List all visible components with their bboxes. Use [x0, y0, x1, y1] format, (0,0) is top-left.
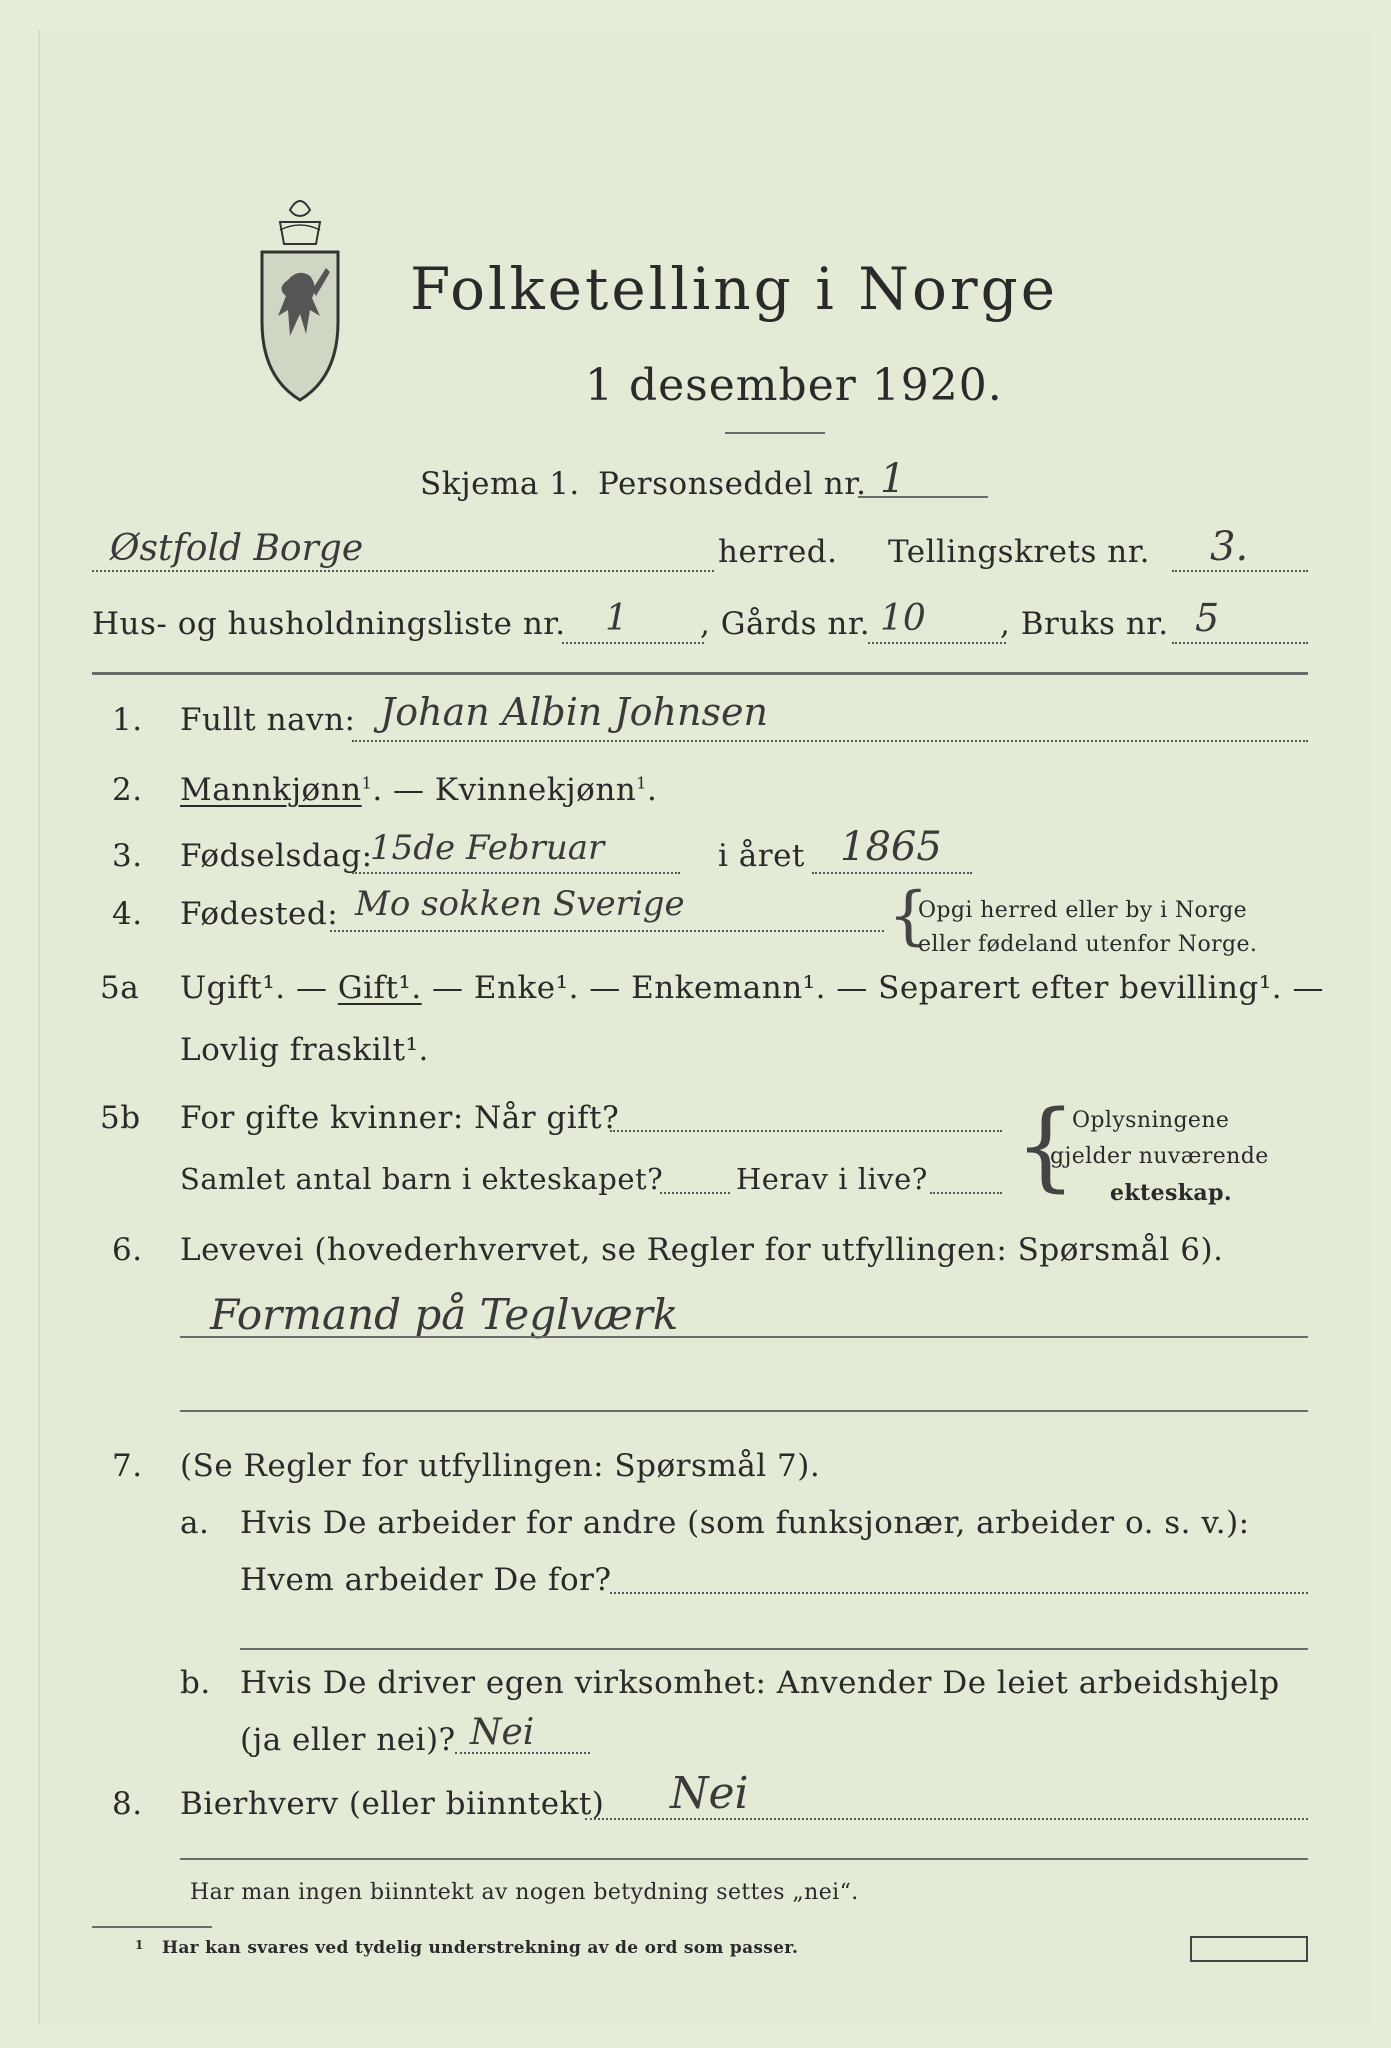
q3-number: 3. — [112, 838, 143, 874]
q5b-brace: { — [1015, 1090, 1077, 1202]
bruks-value[interactable]: 5 — [1195, 596, 1220, 640]
q7b-letter: b. — [180, 1665, 211, 1701]
q5b-married-when-line — [610, 1130, 1002, 1132]
q7a-letter: a. — [180, 1505, 210, 1541]
footnote-rule — [92, 1926, 212, 1928]
q4-line — [330, 930, 884, 932]
q3-year-value[interactable]: 1865 — [840, 824, 942, 870]
q5b-note-line2: gjelder nuværende — [1050, 1144, 1269, 1169]
q8-number: 8. — [112, 1786, 143, 1822]
q5a-options — [180, 970, 1324, 1006]
q3-year-label: i året — [718, 838, 805, 874]
q6-label: Levevei (hovederhvervet, se Regler for utfyllingen: Spørsmål 6). — [180, 1232, 1224, 1268]
q1-line — [352, 740, 1308, 742]
q7b-line — [455, 1752, 590, 1754]
gards-line — [868, 642, 1006, 644]
q8-line — [585, 1818, 1308, 1820]
schema-label: Skjema 1. — [420, 466, 580, 502]
q4-birthplace-value[interactable]: Mo sokken Sverige — [355, 884, 685, 924]
q2-options — [180, 772, 657, 808]
title-rule — [725, 432, 825, 434]
footer-note: Har man ingen biinntekt av nogen betydning settes „nei“. — [190, 1880, 859, 1905]
q8-line-2 — [180, 1858, 1308, 1860]
q5b-note-line3: ekteskap. — [1110, 1180, 1232, 1206]
q5b-children-label: Samlet antal barn i ekteskapet? — [180, 1162, 664, 1196]
bruks-label: , Bruks nr. — [1000, 606, 1169, 642]
q5a-other-options[interactable]: — Enke¹. — Enkemann¹. — Separert efter bevilling¹. — — [421, 970, 1324, 1006]
tellingskrets-label: Tellingskrets nr. — [888, 534, 1150, 570]
q4-number: 4. — [112, 896, 143, 932]
personseddel-label: Personseddel nr. — [598, 466, 867, 502]
form-title: Folketelling i Norge — [410, 255, 1059, 323]
printer-stamp — [1190, 1936, 1308, 1962]
q7a-employer-line — [610, 1592, 1308, 1594]
q4-label: Fødested: — [180, 896, 339, 932]
q4-note-line1: Opgi herred eller by i Norge — [918, 898, 1248, 923]
gards-label: , Gårds nr. — [700, 606, 871, 642]
gards-value[interactable]: 10 — [880, 598, 926, 639]
q6-number: 6. — [112, 1232, 143, 1268]
q4-note-line2: eller fødeland utenfor Norge. — [918, 932, 1258, 957]
q4-brace: { — [888, 879, 929, 953]
q3-label: Fødselsdag: — [180, 838, 373, 874]
tellingskrets-value[interactable]: 3. — [1210, 524, 1249, 570]
q5a-fraskilt-option[interactable]: Lovlig fraskilt¹. — [180, 1032, 429, 1068]
q6-occupation-value[interactable]: Formand på Teglværk — [210, 1290, 679, 1339]
q2-footnote-mark-1: 1 — [361, 773, 373, 793]
q2-footnote-mark-2: 1 — [636, 773, 647, 793]
norway-coat-of-arms-icon — [250, 190, 350, 410]
header-divider — [92, 672, 1308, 675]
hus-line — [562, 642, 704, 644]
q7b-label-line1: Hvis De driver egen virksomhet: Anvender De leiet arbeidshjelp — [240, 1665, 1280, 1701]
bruks-line — [1172, 642, 1308, 644]
q2-separator: . — Kvinnekjønn — [372, 772, 637, 808]
herred-line — [92, 570, 714, 572]
q5a-ugift-option[interactable]: Ugift¹. — — [180, 970, 338, 1006]
q7a-line-2 — [240, 1648, 1308, 1650]
q7a-label-line1: Hvis De arbeider for andre (som funksjonær, arbeider o. s. v.): — [240, 1505, 1250, 1541]
q1-number: 1. — [112, 702, 143, 738]
census-date: 1 desember 1920. — [585, 360, 1003, 411]
q5b-alive-label: Herav i live? — [736, 1162, 928, 1196]
q5b-note-line1: Oplysningene — [1072, 1108, 1230, 1133]
q7b-label-line2: (ja eller nei)? — [240, 1722, 456, 1758]
q2-end: . — [646, 772, 658, 808]
q5b-number: 5b — [100, 1100, 141, 1136]
q5b-alive-line — [930, 1192, 1002, 1194]
footnote-mark: 1 — [135, 1938, 144, 1952]
herred-label: herred. — [718, 534, 838, 570]
q5b-children-line — [660, 1192, 730, 1194]
q2-mannkjonn-option[interactable]: Mannkjønn — [180, 772, 362, 808]
q7a-label-line2: Hvem arbeider De for? — [240, 1562, 612, 1598]
q7-number: 7. — [112, 1448, 143, 1484]
q2-number: 2. — [112, 772, 143, 808]
q7b-hired-help-value[interactable]: Nei — [470, 1712, 535, 1753]
personseddel-value[interactable]: 1 — [880, 456, 906, 502]
q3-birthday-value[interactable]: 15de Februar — [370, 828, 605, 868]
q5a-gift-option[interactable]: Gift¹. — [337, 970, 422, 1006]
q1-full-name-value[interactable]: Johan Albin Johnsen — [380, 690, 768, 734]
hus-value[interactable]: 1 — [605, 598, 628, 639]
q5a-number: 5a — [100, 970, 140, 1006]
hus-label: Hus- og husholdningsliste nr. — [92, 606, 566, 642]
footnote-text: Har kan svares ved tydelig understrekning av de ord som passer. — [162, 1938, 799, 1958]
tellingskrets-line — [1172, 570, 1308, 572]
q3-line — [352, 872, 680, 874]
q5b-married-when-label: For gifte kvinner: Når gift? — [180, 1100, 620, 1136]
form-paper — [38, 30, 1370, 2025]
q3-year-line — [812, 872, 972, 874]
q8-side-income-value[interactable]: Nei — [670, 1768, 749, 1819]
herred-value[interactable]: Østfold Borge — [110, 528, 364, 569]
q1-label: Fullt navn: — [180, 702, 356, 738]
q8-label: Bierhverv (eller biinntekt) — [180, 1786, 605, 1822]
q6-line-2 — [180, 1410, 1308, 1412]
personseddel-line — [858, 496, 988, 498]
q7-label: (Se Regler for utfyllingen: Spørsmål 7). — [180, 1448, 821, 1484]
q6-line-1 — [180, 1336, 1308, 1338]
